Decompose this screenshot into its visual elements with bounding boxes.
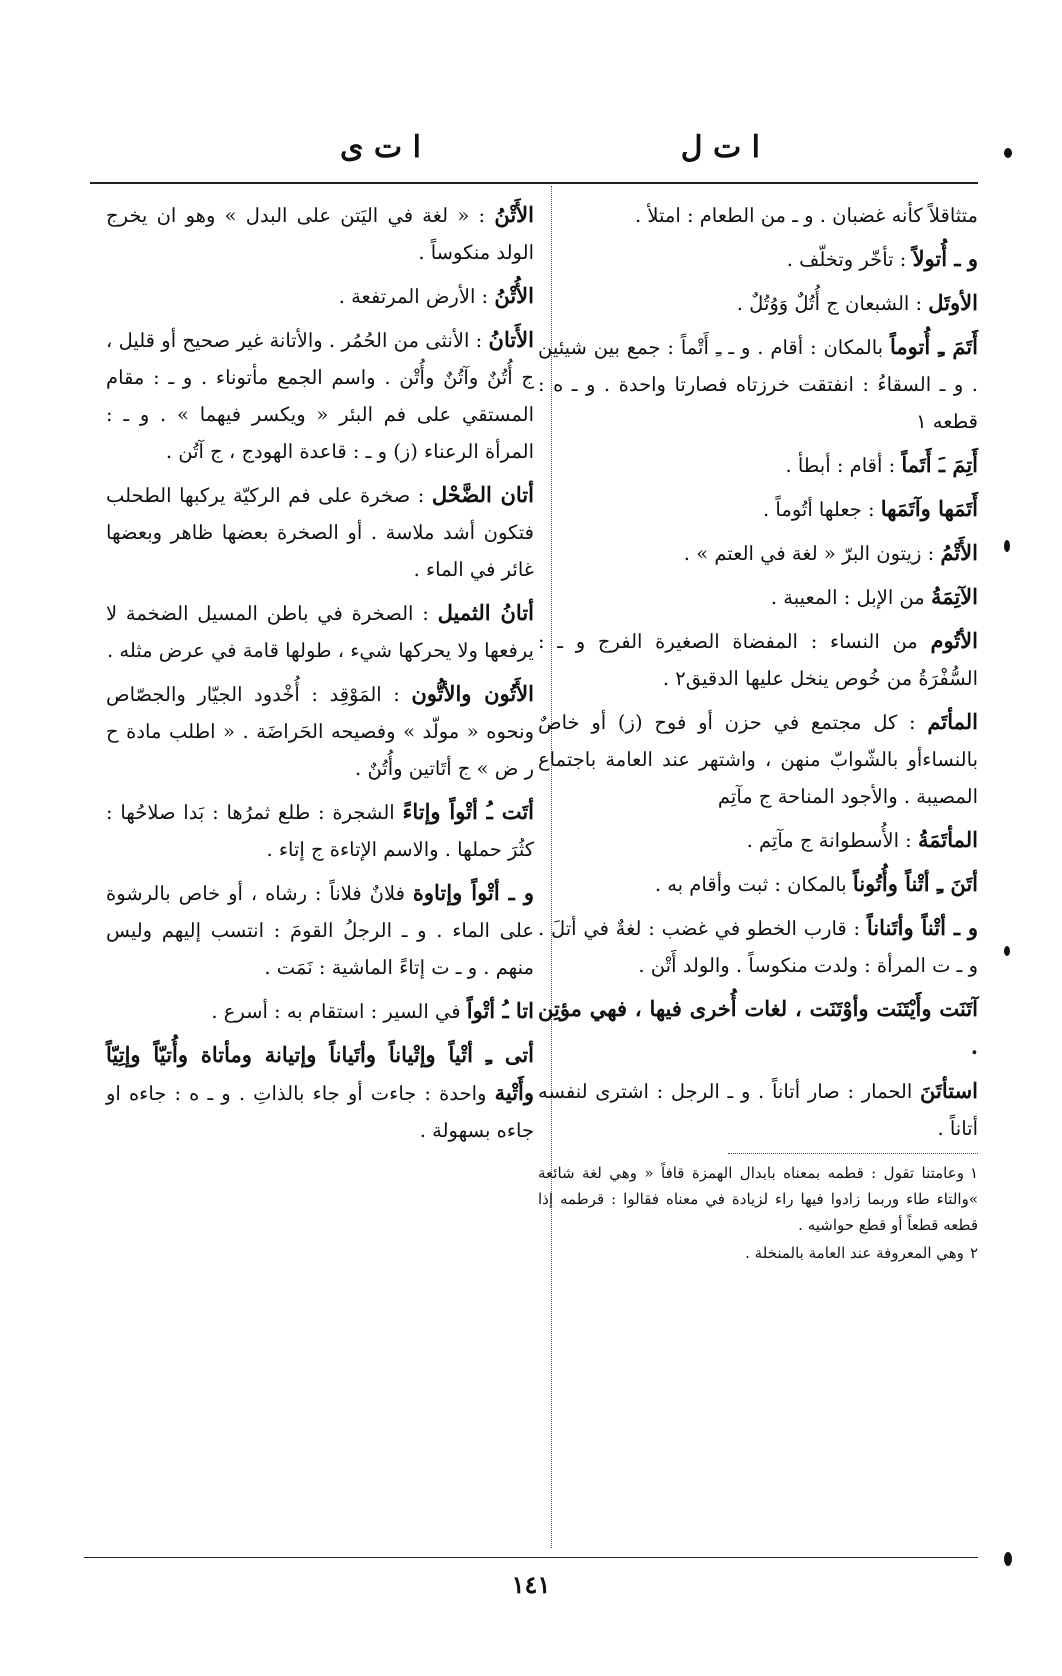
entry-headword: اتا ـُ أتْواً — [466, 998, 534, 1023]
dictionary-entry — [106, 1036, 534, 1149]
dictionary-entry — [538, 703, 978, 815]
entry-definition: : الصخرة في باطن المسيل الضخمة لا يرفعها ولا يحركها شيء ، طولها قامة في عرض مثله . — [106, 602, 534, 662]
dictionary-entry — [538, 446, 978, 484]
header-root-left: ا ت ى — [340, 130, 421, 165]
entry-headword: المأتَم — [927, 709, 978, 734]
footnote-number: ١ — [969, 1164, 978, 1182]
entry-definition: : الأنثى من الحُمُر . والأتانة غير صحيح أو قليل ، ج أُتُنٌ وآتُنٌ وأُتْن . واسم الجمع مأتوناء . و ـ : مقام المستقي على فم البئر « ويكسر فيهما » . و ـ : المرأة الرعناء (ز) و ـ : قاعدة الهودج ، ج آتُن . — [106, 329, 534, 463]
entry-definition: : صخرة على فم الركيّة يركبها الطحلب فتكون أشد ملاسة . أو الصخرة بعضها ظاهر وبعضها غائر في الماء . — [106, 484, 534, 581]
entry-headword: المأتَمَةُ — [917, 827, 978, 852]
entry-headword: الأوتَل — [928, 290, 978, 315]
dictionary-entry — [538, 990, 978, 1066]
entry-definition: : المَوْقِد : أُخْدود الجيّار والجصّاص ونحوه « مولّد » وفصيحه الحَراضَة . « اطلب مادة ح ر ض » ج أتَاتين وأُتُنٌ . — [106, 683, 534, 780]
entry-headword: و ـ أُتولاً — [912, 246, 978, 271]
dictionary-entry — [106, 992, 534, 1030]
dictionary-entry — [538, 909, 978, 984]
entry-definition: : قارب الخطو في غضب : لغةٌ في أتلَ . و ـ ت المرأة : ولدت منكوساً . والولد أَتْن . — [538, 917, 978, 977]
entry-definition: : تأخّر وتخلّف . — [786, 248, 907, 271]
footnote-divider — [728, 1153, 978, 1154]
dictionary-entry — [538, 240, 978, 278]
entry-headword: أَتَمَ ـِ أُتوماً — [890, 334, 978, 359]
entry-headword: آتَنَت وأَيْتَنَت وأوْتَنَت ، لغات أُخرى فيها ، فهي مؤتِن . — [538, 996, 978, 1059]
entry-definition: من النساء : المفضاة الصغيرة الفرج و ـ : السُّفْرَةُ من خُوص ينخل عليها الدقيق٢ . — [538, 630, 978, 690]
dictionary-entry — [538, 821, 978, 859]
entry-definition: واحدة : جاءت أو جاء بالذاتِ . و ـ ه : جاءه او جاءه بسهولة . — [106, 1082, 534, 1142]
scan-mark — [1004, 148, 1012, 158]
entry-headword: الأَتُون والأتُّون — [411, 681, 534, 706]
entry-headword: استأتَنَ — [920, 1078, 978, 1103]
entry-headword: أَتِمَ ـَ أَتَماً — [901, 452, 978, 477]
dictionary-entry — [538, 578, 978, 616]
entry-definition: من الإبل : المعيبة . — [770, 586, 925, 609]
entry-headword: الأَتْمُ — [940, 540, 978, 565]
page-number: ١٤١ — [511, 1570, 551, 1599]
footer-divider — [84, 1557, 978, 1558]
dictionary-entry — [106, 196, 534, 271]
footnotes — [538, 1160, 978, 1266]
page-header — [90, 130, 980, 170]
dictionary-entry — [538, 865, 978, 903]
footnote-text: وعامتنا تقول : قطمه بمعناه بابدال الهمزة قافاً « وهي لغة شائعة »والتاء طاء وربما زادوا فيها راء لزيادة في معناه فقالوا : قرطمه إذا قطعه قطعاً أو قطع حواشيه . — [538, 1164, 978, 1234]
footnote — [538, 1240, 978, 1266]
entry-headword: أتان الضَّحْل — [431, 482, 534, 507]
right-column — [538, 196, 978, 1268]
entry-headword: أتانُ الثميل — [437, 600, 534, 625]
entry-definition: : الشبعان ج أُتُلٌ وَوُتُلٌ . — [736, 292, 923, 315]
entry-headword: أتى ـِ أتْياً وإتْياناً وأتَياناً وإتيانة ومأتاة وأُتيّاً وإتِيّاً وأَتْية — [106, 1042, 535, 1105]
entry-definition: الحمار : صار أتاناً . و ـ الرجل : اشترى لنفسه أتاناً . — [538, 1080, 978, 1140]
dictionary-entry — [106, 321, 534, 470]
dictionary-entry — [106, 476, 534, 588]
entry-definition: : جعلها أتُوماً . — [763, 498, 875, 521]
dictionary-entry — [538, 490, 978, 528]
entry-definition: : الأرض المرتفعة . — [338, 285, 489, 308]
scan-mark — [1004, 540, 1010, 552]
footnote-number: ٢ — [969, 1244, 978, 1262]
dictionary-entry — [106, 793, 534, 868]
entry-definition: الشجرة : طلع ثمرُها : بَدا صلاحُها : كثُرَ حملها . والاسم الإتاءة ج إتاء . — [106, 801, 534, 861]
entry-definition: بالمكان : ثبت وأقام به . — [654, 873, 847, 896]
entry-definition: بالمكان : أقام . و ـ ـِ أَتْماً : جمع بين شيئين . و ـ السقاءُ : انفتقت خرزتاه فصارتا واحدة . و ـ ه : قطعه ١ — [538, 336, 978, 433]
entry-headword: أتَنَ ـِ أتْناً وأُتُوناً — [852, 871, 978, 896]
entry-headword: الآتِمَةُ — [930, 584, 978, 609]
entry-headword: الأتُوم — [930, 628, 978, 653]
entry-definition: : الأُسطوانة ج مآتِم . — [746, 829, 912, 852]
dictionary-entry — [106, 594, 534, 669]
dictionary-entry — [538, 622, 978, 697]
right-column-entries — [538, 196, 978, 1147]
entry-definition: في السير : استقام به : أسرع . — [211, 1000, 461, 1023]
scan-mark — [1004, 946, 1010, 956]
entry-definition: متثاقلاً كأنه غضبان . و ـ من الطعام : امتلأ . — [634, 204, 978, 227]
footnote — [538, 1160, 978, 1238]
dictionary-entry — [538, 534, 978, 572]
entry-definition: : « لغة في اليَتن على البدل » وهو ان يخرج الولد منكوساً . — [106, 204, 534, 264]
dictionary-entry — [538, 284, 978, 322]
entry-headword: أَتَمَها وآتَمَها — [880, 496, 978, 521]
dictionary-entry — [106, 874, 534, 986]
left-column — [106, 196, 534, 1155]
entry-headword: الأُتْنُ — [494, 283, 534, 308]
scan-mark — [1004, 1552, 1012, 1566]
dictionary-entry — [538, 328, 978, 440]
dictionary-entry — [538, 196, 978, 234]
entry-headword: و ـ أتْواً وإتاوة — [412, 880, 535, 905]
dictionary-entry — [538, 1072, 978, 1147]
entry-headword: و ـ أتْناً وأتَناناً — [866, 915, 978, 940]
entry-headword: الأَتانُ — [488, 327, 534, 352]
entry-headword: الأَتْنُ — [494, 202, 534, 227]
entry-headword: أتَت ـُ أتْواً وإتاءً — [402, 799, 534, 824]
dictionary-entry — [106, 675, 534, 787]
entry-definition: فلانٌ فلاناً : رشاه ، أو خاص بالرشوة على الماء . و ـ الرجلُ القومَ : انتسب إليهم وليس منهم . و ـ ت إتاءً الماشية : نَمَت . — [106, 882, 534, 979]
header-divider — [90, 182, 978, 184]
dictionary-entry — [106, 277, 534, 315]
footnote-text: وهي المعروفة عند العامة بالمنخلة . — [745, 1244, 964, 1262]
entry-definition: : زيتون البرّ « لغة في العتم » . — [683, 542, 935, 565]
left-column-entries — [106, 196, 534, 1149]
header-root-right: ا ت ل — [680, 130, 760, 165]
entry-definition: : أقام : أبطأ . — [785, 454, 896, 477]
entry-definition: : كل مجتمع في حزن أو فوح (ز) أو خاصٌ بالنساءأو بالشّوابّ منهن ، واشتهر عند العامة باجتماع المصيبة . والأجود المناحة ج مآتِم — [538, 711, 978, 808]
